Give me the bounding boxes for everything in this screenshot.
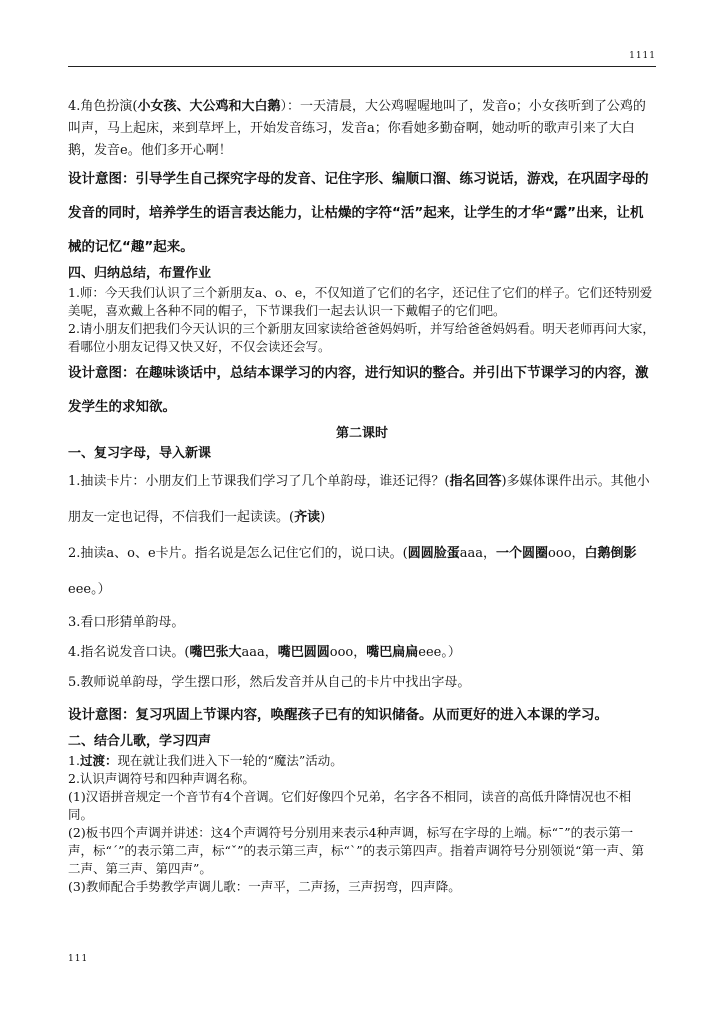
- review-item-1-text-a: 1.抽读卡片：小朋友们上节课我们学习了几个单韵母，谁还记得？(: [68, 474, 450, 489]
- header-divider: [68, 66, 656, 67]
- review-item-2-bold-a: 圆圆脸蛋: [407, 546, 460, 561]
- review-item-1-bold-a: 指名回答: [449, 474, 502, 489]
- homework-item-2: 2.请小朋友们把我们今天认识的三个新朋友回家读给爸爸妈妈听，并写给爸爸妈妈看。明天老师再问大家，看哪位小朋友记得又快又好，不仅会读还会写。: [68, 321, 655, 354]
- transition-number: 1.: [68, 753, 80, 768]
- review-item-2: [68, 536, 656, 608]
- document-body: [68, 96, 656, 896]
- review-item-2-text-d: eee。）: [68, 582, 111, 597]
- transition-line: [68, 752, 656, 770]
- design-intent-3: 设计意图：复习巩固上节课内容，唤醒孩子已有的知识储备。从而更好的进入本课的学习。: [68, 707, 608, 723]
- review-item-2-bold-b: 一个圆圈: [496, 546, 549, 561]
- review-item-2-bold-c: 白鹅倒影: [584, 546, 637, 561]
- role-play-paragraph: [68, 96, 656, 162]
- tone-sub-1: (1)汉语拼音规定一个音节有4个音调。它们好像四个兄弟，名字各不相同，读音的高低升降情况也不相同。: [68, 789, 632, 822]
- footer-page-code: 111: [68, 954, 89, 964]
- lesson-2-title: 第二课时: [335, 426, 388, 441]
- review-item-4-bold-a: 嘴巴张大: [189, 645, 242, 660]
- review-item-1-text-c: ): [320, 510, 326, 525]
- header-page-code: 1111: [629, 51, 656, 61]
- role-play-text: ）：一天清晨，大公鸡喔喔地叫了，发音o；小女孩听到了公鸡的叫声，马上起床，来到草坪上，开始发音练习，发音a；你看她多勤奋啊，她动听的歌声引来了大白鹅，发音e。他们多开心啊！: [68, 99, 646, 158]
- review-item-3: 3.看口形猜单韵母。: [68, 615, 185, 630]
- review-item-4-bold-c: 嘴巴扁扁: [366, 645, 419, 660]
- review-item-4-text-d: eee。）: [418, 645, 461, 660]
- transition-text: 现在就让我们进入下一轮的“魔法”活动。: [117, 753, 343, 768]
- tone-sub-3: (3)教师配合手势教学声调儿歌：一声平，二声扬，三声拐弯，四声降。: [68, 879, 461, 894]
- role-play-roles: 小女孩、大公鸡和大白鹅: [137, 99, 281, 114]
- review-item-4: [68, 638, 656, 668]
- role-play-prefix: 4.角色扮演(: [68, 99, 138, 114]
- design-intent-1: 设计意图：引导学生自己探究字母的发音、记住字形、编顺口溜、练习说话，游戏，在巩固字母的发音的同时，培养学生的语言表达能力，让枯燥的字符“活”起来，让学生的才华“露”出来，让机械的记忆“趣”起来。: [68, 171, 649, 255]
- review-item-2-text-b: aaa，: [459, 546, 497, 561]
- review-item-4-text-a: 4.指名说发音口诀。(: [68, 645, 190, 660]
- tone-item-2: 2.认识声调符号和四种声调名称。: [68, 771, 255, 786]
- summary-item-1: 1.师：今天我们认识了三个新朋友a、o、e，不仅知道了它们的名字，还记住了它们的样子。它们还特别爱美呢，喜欢戴上各种不同的帽子，下节课我们一起去认识一下戴帽子的它们吧。: [68, 285, 653, 318]
- review-item-1-bold-b: 齐读: [294, 510, 321, 525]
- section-4-heading: 四、归纳总结，布置作业: [68, 266, 212, 281]
- review-item-1-text-b: )多媒体课件出示。其他小朋友一定也记得，不信我们一起读读。(: [68, 474, 650, 525]
- review-item-4-text-b: aaa，: [241, 645, 278, 660]
- review-item-2-text-c: ooo，: [548, 546, 585, 561]
- lesson-2-section-2-heading: 二、结合儿歌，学习四声: [68, 734, 212, 749]
- lesson-2-section-1-heading: 一、复习字母，导入新课: [68, 446, 212, 461]
- tone-sub-2: (2)板书四个声调并讲述：这4个声调符号分别用来表示4种声调，标写在字母的上端。标“ˉ”的表示第一声，标“ˊ”的表示第二声，标“ˇ”的表示第三声，标“ˋ”的表示第四声。指着声调符号分别领说“第一声、第二声、第三声、第四声”。: [68, 825, 644, 876]
- design-intent-2: 设计意图：在趣味谈话中，总结本课学习的内容，进行知识的整合。并引出下节课学习的内容，激发学生的求知欲。: [68, 365, 649, 415]
- review-item-2-text-a: 2.抽读a、o、e卡片。指名说是怎么记住它们的，说口诀。(: [68, 546, 408, 561]
- transition-label: 过渡：: [79, 753, 118, 768]
- review-item-4-text-c: ooo，: [329, 645, 367, 660]
- review-item-4-bold-b: 嘴巴圆圆: [277, 645, 330, 660]
- review-item-1: [68, 464, 656, 536]
- review-item-5: 5.教师说单韵母，学生摆口形，然后发音并从自己的卡片中找出字母。: [68, 675, 471, 690]
